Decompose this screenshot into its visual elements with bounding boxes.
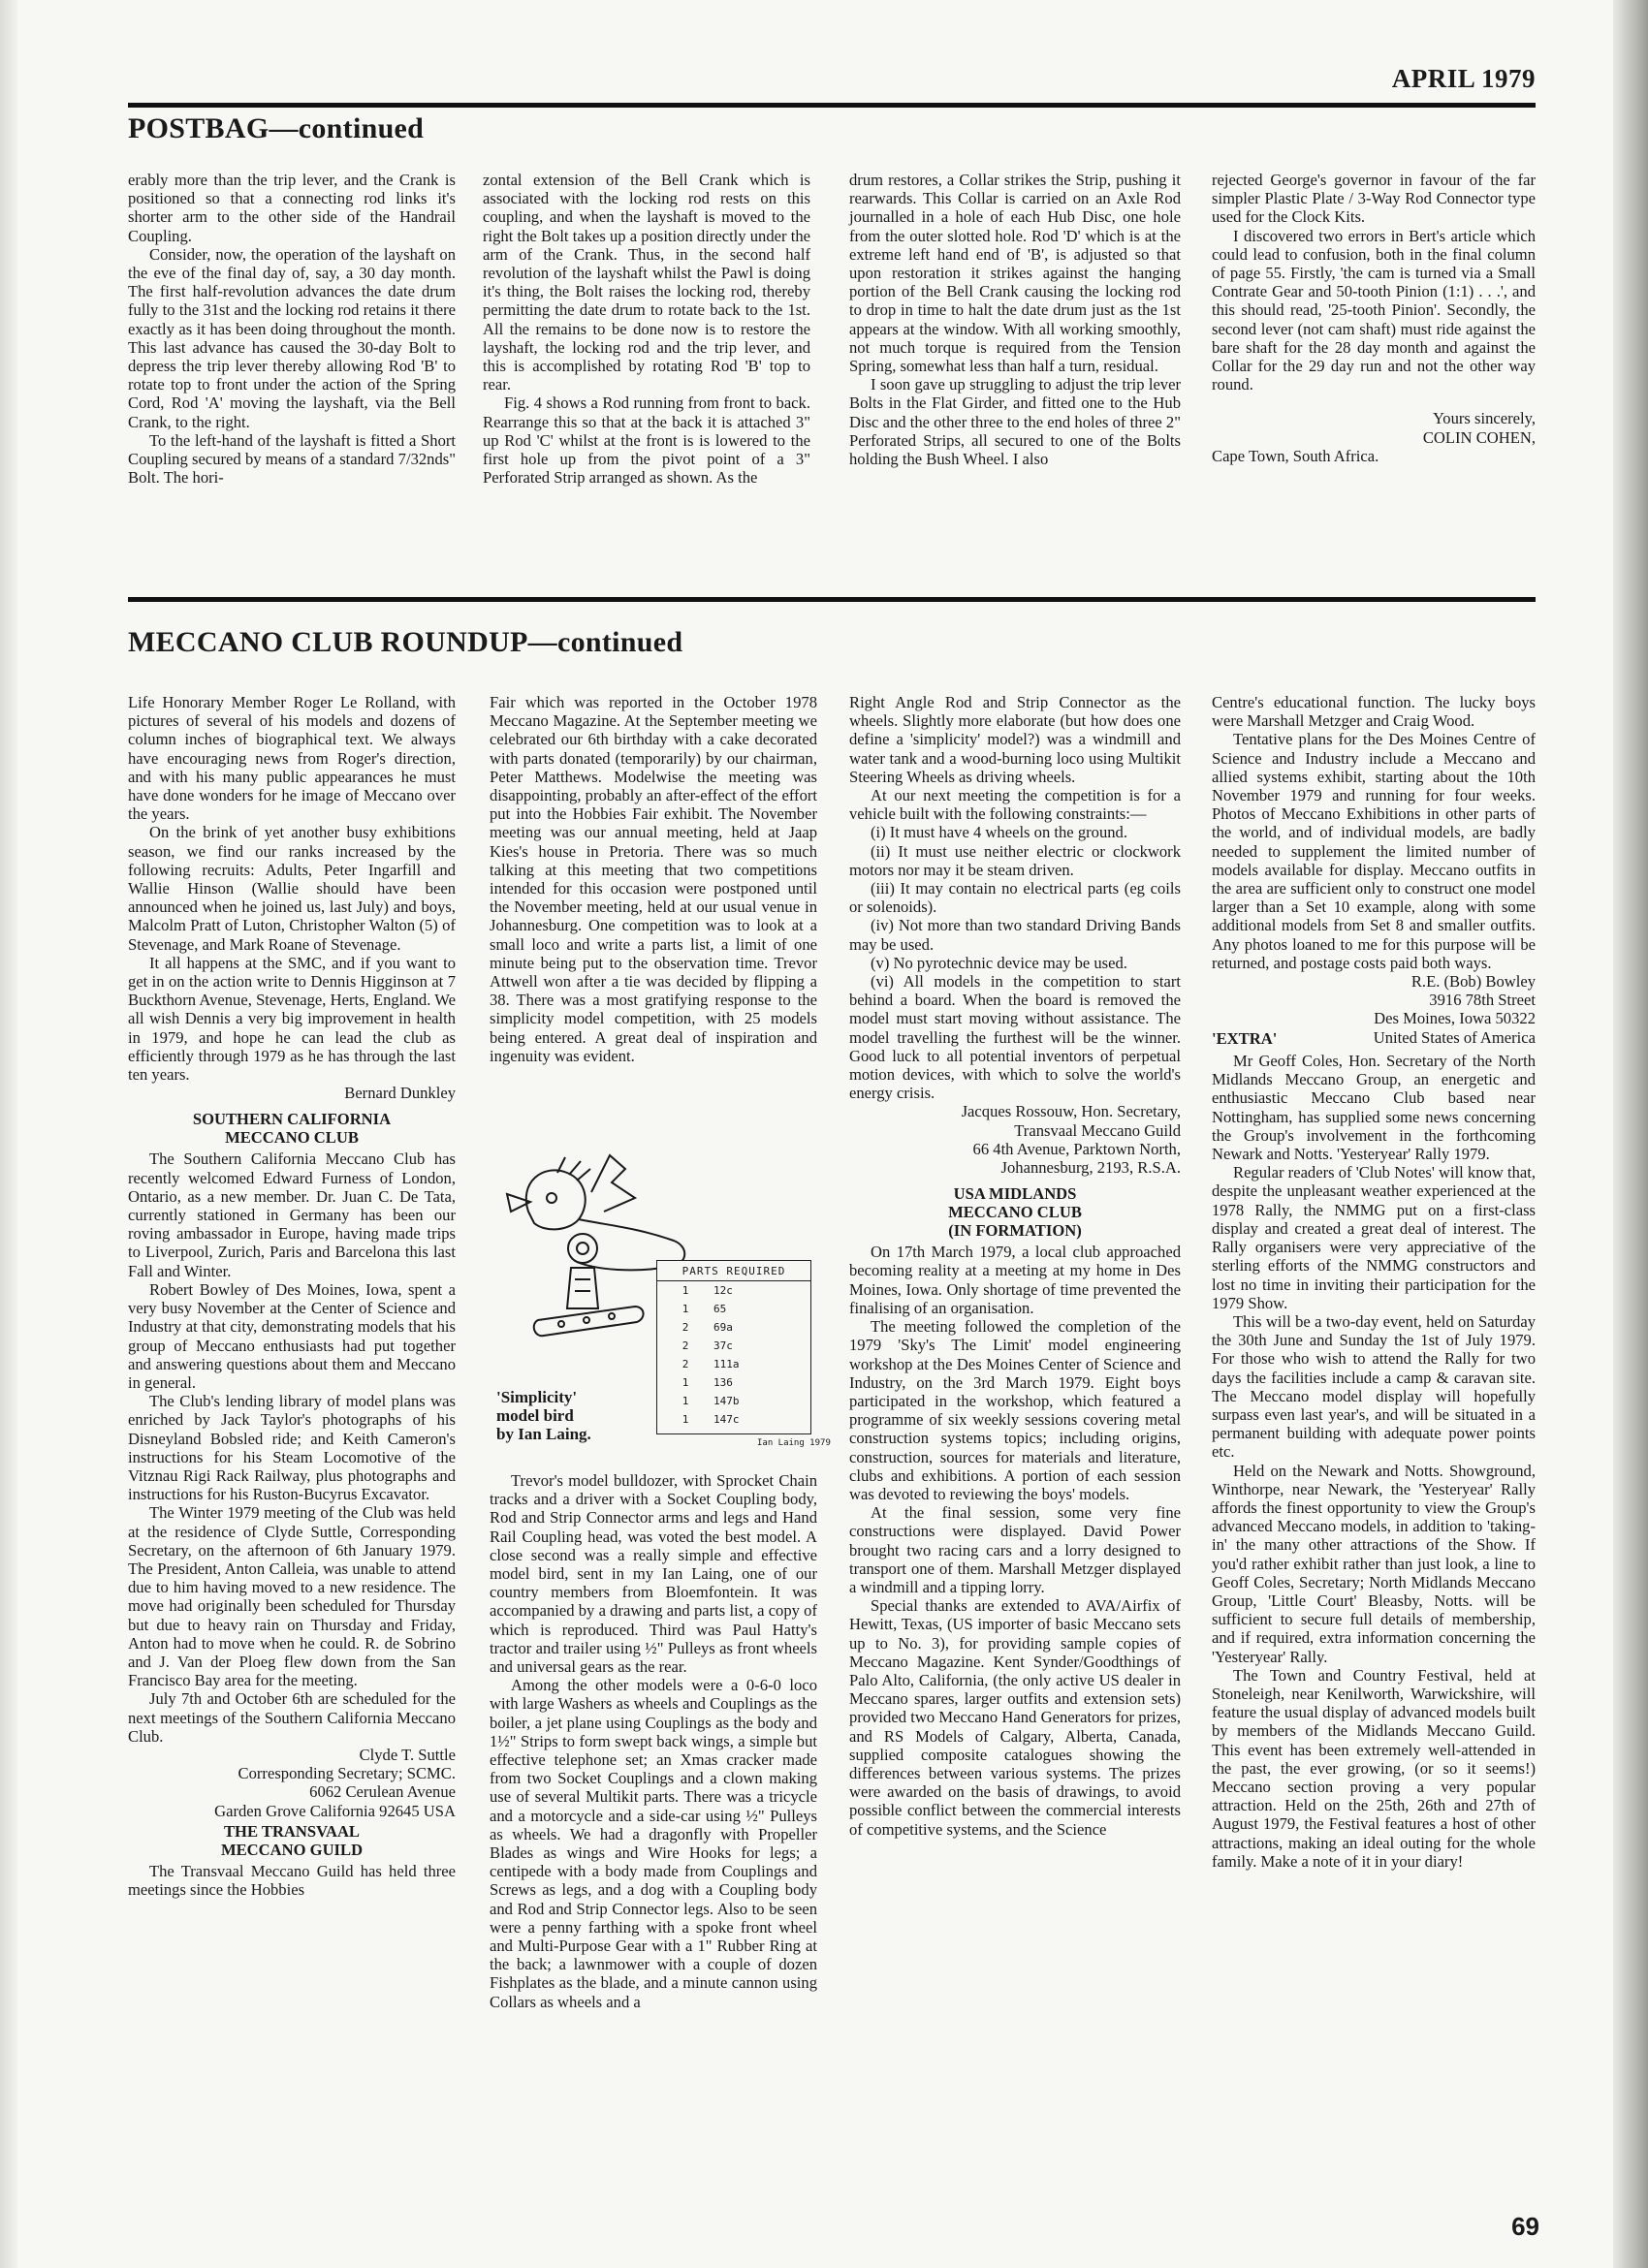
signature: 66 4th Avenue, Parktown North, [972, 1139, 1181, 1158]
signature: Clyde T. Suttle [359, 1745, 456, 1764]
parts-row: 1 147c [681, 1413, 740, 1426]
parts-row: 2 69a [681, 1321, 733, 1334]
paragraph: zontal extension of the Bell Crank which is associated with the locking rod rests on this coupling, and when the layshaft is moved to the right the Bolt takes up a position directly under the arm of the Crank. Thus, in the second half revolution of the layshaft whilst the Pawl is doing it's thing, the Bolt raises the locking rod, thereby permitting the date drum to rotate back to the 1st. All the remains to be done now is to restore the layshaft, the locking rod and the trip lever, and this is accomplished by rotating Rod 'B' top to rear. [483, 171, 810, 394]
postbag-column-4 [1212, 171, 1536, 465]
list-item: (vi) All models in the competition to start behind a board. When the board is removed the model must start moving without assistance. The model travelling the furthest will be the winner. Good luck to all potential inventors of perpetual motion devices, with which to solve the world's energy crisis. [849, 972, 1181, 1103]
parts-row: 1 12c [681, 1284, 733, 1297]
paragraph: Among the other models were a 0-6-0 loco with large Washers as wheels and Couplings as the boiler, a jet plane using Couplings as the body and 1½" Strips to form swept back wings, a simple but effective telephone set; an Xmas cracker made from two Socket Couplings and a clown making use of several Multikit parts. There was a tricycle and a motorcycle and a side-car using ½" Pulleys as wheels. We had a dragonfly with Propeller Blades as wings and Wire Hooks for legs; a centipede with a body made from Couplings and Screws as legs, and a dog with a Coupling body and Rod and Strip Connector legs. Also to be seen were a penny farthing with a spoke front wheel and Multi-Purpose Gear with a 1" Rubber Ring at the back; a lawnmower with a couple of dozen Fishplates as the blade, and a minute cannon using Collars as wheels and a [490, 1676, 817, 2011]
issue-date: APRIL 1979 [1391, 64, 1536, 93]
paragraph: Special thanks are extended to AVA/Airfix of Hewitt, Texas, (US importer of basic Meccano sets up to No. 3), for providing sample copies of Meccano Magazine. Kent Synder/Goodthings of Palo Alto, California, (the only active US dealer in Meccano spares, larger outfits and extension sets) provided two Meccano Hand Generators for prizes, and RS Models of Calgary, Alberta, Canada, supplied composite catalogues showing the differences between various systems. The prizes were awarded on the basis of drawings, to avoid possible conflict between the commercial interests of competitive systems, and the Science [849, 1596, 1181, 1839]
page-number: 69 [1511, 2212, 1539, 2241]
subheading: THE TRANSVAAL MECCANO GUILD [220, 1821, 364, 1859]
paragraph: Life Honorary Member Roger Le Rolland, with pictures of several of his models and dozens of column inches of biographical text. We always have encouraging news from Roger's direction, and with his many public appearances he must have done wonders for he image of Meccano over the years. [128, 693, 456, 824]
roundup-column-3 [849, 693, 1181, 1839]
paragraph: Trevor's model bulldozer, with Sprocket Chain tracks and a driver with a Socket Coupling body, Rod and Strip Connector arms and legs and Hand Rail Coupling head, was voted the best model. A close second was a really simple and effective model bird, sent in my Ian Laing, one of our country members from Bloemfontein. It was accompanied by a drawing and parts list, a copy of which is reproduced. Third was Paul Hatty's tractor and trailer using ½" Pulleys as front wheels and universal gears as the rear. [490, 1471, 817, 1677]
signature: R.E. (Bob) Bowley [1410, 972, 1536, 992]
paragraph: On the brink of yet another busy exhibitions season, we find our ranks increased by the following recruits: Adults, Peter Ingarfill and Wallie Hinson (Wallie should have been announced when he joined us, last July) and boys, Malcolm Pratt of Luton, Christopher Walton (5) of Stevenage, and Mark Roane of Stevenage. [128, 823, 456, 954]
signature: Transvaal Meccano Guild [1014, 1120, 1181, 1140]
roundup-title: MECCANO CLUB ROUNDUP—continued [128, 626, 683, 658]
paragraph: Right Angle Rod and Strip Connector as the wheels. Slightly more elaborate (but how does one define a 'simplicity' model?) was a windmill and water tank and a wood-burning loco using Multikit Steering Wheels as driving wheels. [849, 693, 1181, 786]
drawing-signature: Ian Laing 1979 [757, 1438, 831, 1448]
list-item: (i) It must have 4 wheels on the ground. [871, 823, 1127, 842]
signature: Bernard Dunkley [344, 1084, 456, 1103]
paragraph: Fair which was reported in the October 1978 Meccano Magazine. At the September meeting we celebrated our 6th birthday with a cake decorated with parts donated (temporarily) by our chairman, Peter Matthews. Modelwise the meeting was disappointing, probably an after-effect of the effort put into the Hobbies Fair exhibit. The November meeting was our annual meeting, held at Jaap Kies's house in Pretoria. There was so much talking at this meeting that two competitions intended for this occasion were postponed until the November meeting, held at our usual venue in Johannesburg. One competition was to look at a small loco and write a parts list, a limit of one minute being put to the observation time. Trevor Attwell won after a tie was decided by flipping a 38. There was a most gratifying response to the simplicity model competition, with 25 models being entered. A great deal of inspiration and ingenuity was evident. [490, 693, 817, 1065]
letter-signer: COLIN COHEN, [1422, 427, 1536, 447]
signature: Johannesburg, 2193, R.S.A. [1000, 1158, 1181, 1178]
paragraph: This will be a two-day event, held on Saturday the 30th June and Sunday the 1st of July 1979. For those who wish to attend the Rally for two days the facilities include a camp & caravan site. The Meccano model display will hopefully surpass even last year's, and will be situated in a permanent building with adequate power points etc. [1212, 1311, 1536, 1462]
paragraph: The meeting followed the completion of the 1979 'Sky's The Limit' model engineering workshop at the Des Moines Center of Science and Industry, on the 3rd March 1979. Eight boys participated in the workshop, which featured a programme of six weekly sessions covering metal construction systems topics; including origins, construction, sources for materials and literature, clubs and exhibitions. A portion of each session was devoted to reviewing the boys' models. [849, 1317, 1181, 1503]
paragraph: Fig. 4 shows a Rod running from front to back. Rearrange this so that at the back it is attached 3" up Rod 'C' whilst at the front is is lowered to the first hole up from the pivot point of a 3" Perforated Strip arranged as shown. As the [483, 394, 810, 488]
bird-nut [568, 1234, 597, 1263]
signature: Des Moines, Iowa 50322 [1374, 1009, 1536, 1028]
page-edge-shadow [1613, 0, 1648, 2268]
signature: Garden Grove California 92645 USA [214, 1801, 456, 1820]
list-item: (v) No pyrotechnic device may be used. [871, 953, 1127, 972]
roundup-column-4 [1212, 693, 1536, 1871]
roundup-column-2-lower [490, 1471, 817, 2011]
roundup-column-2 [490, 693, 817, 1065]
top-rule [128, 103, 1536, 108]
signature: Corresponding Secretary; SCMC. [238, 1764, 456, 1783]
paragraph: Mr Geoff Coles, Hon. Secretary of the North Midlands Meccano Group, an energetic and enthusiastic Meccano Club based near Nottingham, has supplied some news concerning the Group's involvement in the forthcoming Newark and Notts. 'Yesteryear' Rally 1979. [1212, 1052, 1536, 1164]
letter-location: Cape Town, South Africa. [1212, 446, 1379, 465]
paragraph: To the left-hand of the layshaft is fitted a Short Coupling secured by means of a standard 7/32nds" Bolt. The hori- [128, 430, 456, 488]
paragraph: Consider, now, the operation of the layshaft on the eve of the final day of, say, a 30 day month. The first half-revolution advances the date drum fully to the 31st and the locking rod retains it there exactly as it has been doing throughout the month. This last advance has caused the 30-day Bolt to depress the trip lever thereby allowing Rod 'B' to rotate top to front under the action of the Spring Cord, Rod 'A' moving the layshaft, via the Bell Crank, to the right. [128, 244, 456, 431]
paragraph: rejected George's governor in favour of the far simpler Plastic Plate / 3-Way Rod Connector type used for the Clock Kits. [1212, 171, 1536, 227]
postbag-column-3 [849, 171, 1181, 468]
parts-row: 1 65 [681, 1303, 727, 1315]
postbag-title: POSTBAG—continued [128, 112, 425, 144]
paragraph: The Transvaal Meccano Guild has held three meetings since the Hobbies [128, 1861, 456, 1899]
paragraph: At the final session, some very fine constructions were displayed. David Power brought two racing cars and a lorry designed to transport one of them. Marshall Metzger displayed a windmill and a tipping lorry. [849, 1503, 1181, 1596]
parts-row: 1 147b [681, 1395, 740, 1407]
bird-eye [547, 1193, 556, 1203]
figure-caption: 'Simplicity' model bird by Ian Laing. [496, 1388, 591, 1443]
bird-wing [591, 1155, 635, 1212]
paragraph: July 7th and October 6th are scheduled for the next meetings of the Southern California Meccano Club. [128, 1689, 456, 1746]
paragraph: The Club's lending library of model plans was enriched by Jack Taylor's photographs of his Disneyland Bobsled ride; and Keith Cameron's instructions for his Steam Locomotive of the Vitznau Rigi Rack Railway, plus photographs and instructions for his Ruston-Bucyrus Excavator. [128, 1392, 456, 1504]
paragraph: The Winter 1979 meeting of the Club was held at the residence of Clyde Suttle, Corresponding Secretary, on the afternoon of 6th January 1979. The President, Anton Calleia, was unable to attend due to him having moved to a new residence. The move had originally been scheduled for Thursday but due to heavy rain on Thursday and Friday, Anton had to move when he could. R. de Sobrino and J. Van der Ploeg flew down from the San Francisco Bay area for the meeting. [128, 1503, 456, 1690]
list-item: (ii) It must use neither electric or clockwork motors nor may it be steam driven. [849, 841, 1181, 879]
postbag-column-1 [128, 171, 456, 487]
list-item: (iii) It may contain no electrical parts (eg coils or solenoids). [849, 879, 1181, 917]
paragraph: Robert Bowley of Des Moines, Iowa, spent a very busy November at the Center of Science and Industry at that city, demonstrating models that his group of Meccano enthusiasts had put together and answering questions about them and Meccano in general. [128, 1279, 456, 1392]
paragraph: I discovered two errors in Bert's article which could lead to confusion, both in the final column of page 55. Firstly, 'the cam is turned via a Small Contrate Gear and 50-tooth Pinion (1:1) . . .', and this should read, '25-tooth Pinion'. Secondly, the second lever (not cam shaft) must ride against the bare shaft for the 28 day month and against the Collar for the 29 day run and not the other way round. [1212, 226, 1536, 394]
paragraph: erably more than the trip lever, and the Crank is positioned so that a connecting rod links it's shorter arm to the other side of the Handrail Coupling. [128, 171, 456, 245]
parts-table-header: PARTS REQUIRED [657, 1261, 810, 1281]
paragraph: The Town and Country Festival, held at Stoneleigh, near Kenilworth, Warwickshire, will feature the usual display of advanced models built by members of the Midlands Meccano Guild. This event has been extremely well-attended in the past, the ever growing, (or so it seems!) Meccano section proving a very popular attraction. Held on the 25th, 26th and 27th of August 1979, the Festival features a host of other attractions, making an ideal outing for the whole family. Make a note of it in your diary! [1212, 1665, 1536, 1871]
signature: United States of America [1373, 1027, 1536, 1047]
paragraph: Tentative plans for the Des Moines Centre of Science and Industry include a Meccano and allied systems exhibit, starting about the 10th November 1979 and running for four weeks. Photos of Meccano Exhibitions in other parts of the world, and of individual models, are badly needed to supplement the limited number of models available for display. Meccano outfits in the area are sufficient only to construct one model larger than a Set 10 example, along with some additional models from Set 8 and smaller outfits. Any photos loaned to me for this purpose will be returned, and postage costs paid both ways. [1212, 730, 1536, 972]
subheading: SOUTHERN CALIFORNIA MECCANO CLUB [192, 1110, 392, 1148]
parts-row: 2 111a [681, 1358, 740, 1370]
roundup-column-1 [128, 693, 456, 1899]
letter-closing: Yours sincerely, [1432, 409, 1536, 428]
paragraph: I soon gave up struggling to adjust the trip lever Bolts in the Flat Girder, and fitted one to the Hub Disc and the other three to the end holes of three 2" Perforated Strips, all secured to one of the Bolts holding the Bush Wheel. I also [849, 375, 1181, 469]
paragraph: drum restores, a Collar strikes the Strip, pushing it rearwards. This Collar is carried on an Axle Rod journalled in a hole of each Hub Disc, one hole from the outer slotted hole. Rod 'D' which is at the extreme left hand end of 'B', is adjusted so that upon restoration it strikes against the hanging portion of the Bell Crank causing the locking rod to drop in time to halt the date drum just as the 1st appears at the window. With all working smoothly, not much torque is required from the Tension Spring, somewhat less than half a turn, residual. [849, 171, 1181, 376]
list-item: (iv) Not more than two standard Driving Bands may be used. [849, 916, 1181, 954]
paragraph: On 17th March 1979, a local club approached becoming reality at a meeting at my home in Des Moines, Iowa. Only shortage of time prevented the finalising of an organisation. [849, 1243, 1181, 1317]
paragraph: Centre's educational function. The lucky boys were Marshall Metzger and Craig Wood. [1212, 693, 1536, 731]
signature: Jacques Rossouw, Hon. Secretary, [961, 1102, 1181, 1121]
bird-leg-coupling [567, 1268, 598, 1308]
parts-row: 2 37c [681, 1339, 733, 1352]
paragraph: The Southern California Meccano Club has recently welcomed Edward Furness of London, Ontario, as a new member. Dr. Juan C. De Tata, currently stationed in Germany has been our roving ambassador in Europe, having made trips to Liverpool, Zurich, Paris and Barcelona this last Fall and Winter. [128, 1150, 456, 1280]
parts-row: 1 136 [681, 1376, 733, 1389]
page-gutter-shadow [0, 0, 17, 2268]
paragraph: Regular readers of 'Club Notes' will know that, despite the unpleasant weather experienced at the 1978 Rally, the NMMG put on a first-class display and created a great deal of interest. The Rally organisers were very appreciative of the sterling efforts of the NMMG constructors and lost no time in inviting their participation for the 1979 Show. [1212, 1163, 1536, 1312]
paragraph: Held on the Newark and Notts. Showground, Winthorpe, near Newark, the 'Yesteryear' Rally affords the finest opportunity to view the Group's advanced Meccano models, in addition to 'taking-in' the many other attractions of the Show. If you'd rather exhibit rather than just look, a line to Geoff Coles, Secretary; North Midlands Meccano Group, 'Little Court' Bleasby, Notts. will be sufficient to secure full details of membership, and if required, extra information concerning the 'Yesteryear' Rally. [1212, 1461, 1536, 1666]
paragraph: It all happens at the SMC, and if you want to get in on the action write to Dennis Higginson at 7 Buckthorn Avenue, Stevenage, Herts, England. We all wish Dennis a very big improvement in health in 1979, and hope he can lead the club as efficiently through 1979 as he has through the last ten years. [128, 953, 456, 1085]
postbag-column-2 [483, 171, 810, 487]
subheading: 'EXTRA' [1212, 1028, 1278, 1048]
signature: 6062 Cerulean Avenue [309, 1782, 456, 1802]
section-rule [128, 597, 1536, 602]
paragraph: At our next meeting the competition is for a vehicle built with the following constraints:— [849, 786, 1181, 824]
signature: 3916 78th Street [1429, 991, 1536, 1010]
parts-required-table [656, 1260, 811, 1434]
subheading: USA MIDLANDS MECCANO CLUB (IN FORMATION) [948, 1184, 1082, 1241]
